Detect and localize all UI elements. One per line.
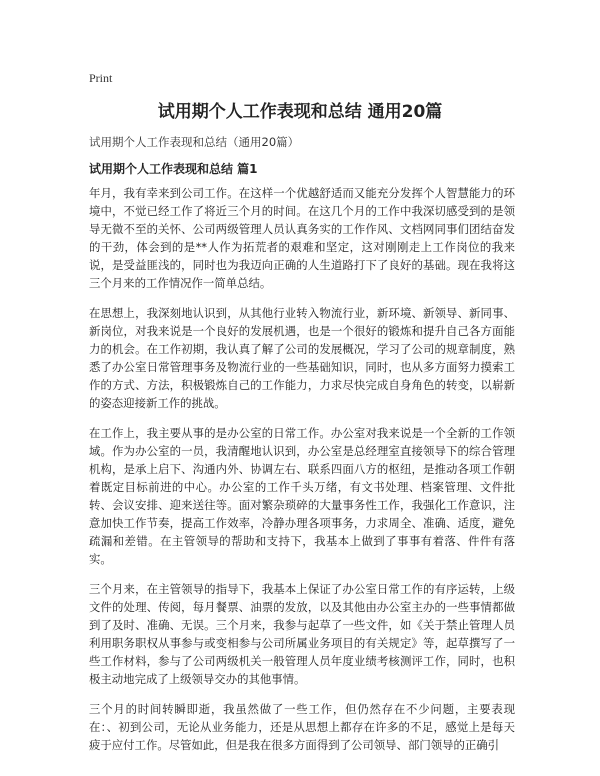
document-subtitle: 试用期个人工作表现和总结（通用20篇） [89,135,300,149]
article-body [89,184,515,776]
paragraph-2: 在思想上，我深刻地认识到，从其他行业转入物流行业，新环境、新领导、新同事、新岗位，对我来说是一个良好的发展机遇，也是一个很好的锻炼和提升自己各方面能力的机会。在工作初期，我认真了解了公司的发展概况，学习了公司的规章制度，熟悉了办公室日常管理事务及物流行业的一些基础知识，同时，也从多方面努力摸索工作的方式、方法，积极锻炼自己的工作能力，力求尽快完成自身角色的转变，以崭新的姿态迎接新工作的挑战。 [89,306,515,410]
paragraph-5: 三个月的时间转瞬即逝，我虽然做了一些工作，但仍然存在不少问题，主要表现在：、初到公司，无论从业务能力，还是从思想上都存在许多的不足，感觉上是每天疲于应付工作。尽管如此，但是我在很多方面得到了公司领导、部门领导的正确引 [89,702,515,752]
document-title: 试用期个人工作表现和总结 通用20篇 [157,102,443,122]
section-heading: 试用期个人工作表现和总结 篇1 [89,162,258,176]
print-link[interactable]: Print [89,71,113,85]
paragraph-4: 三个月来，在主管领导的指导下，我基本上保证了办公室日常工作的有序运转，上级文件的处理、传阅，每月餐票、油票的发放，以及其他由办公室主办的一些事情都做到了及时、准确、无误。三个月来，我参与起草了一些文件，如《关于禁止管理人员利用职务职权从事参与或变相参与公司所属业务项目的有关规定》等，起草撰写了一些工作材料，参与了公司两级机关一般管理人员年度业绩考核测评工作，同时，也积极主动地完成了上级领导交办的其他事情。 [89,582,515,686]
paragraph-1: 年月，我有幸来到公司工作。在这样一个优越舒适而又能充分发挥个人智慧能力的环境中，不觉已经工作了将近三个月的时间。在这几个月的工作中我深切感受到的是领导无微不至的关怀、公司两级管理人员认真务实的工作作风、文档网同事们团结奋发的干劲，体会到的是**人作为拓荒者的艰难和坚定，这对刚刚走上工作岗位的我来说，是受益匪浅的，同时也为我迈向正确的人生道路打下了良好的基础。现在我将这三个月来的工作情况作一简单总结。 [89,186,515,290]
paragraph-3: 在工作上，我主要从事的是办公室的日常工作。办公室对我来说是一个全新的工作领域。作为办公室的一员，我清醒地认识到，办公室是总经理室直接领导下的综合管理机构，是承上启下、沟通内外、协调左右、联系四面八方的枢纽，是推动各项工作朝着既定目标前进的中心。办公室的工作千头万绪，有文书处理、档案管理、文件批转、会议安排、迎来送往等。面对繁杂琐碎的大量事务性工作，我强化工作意识，注意加快工作节奏，提高工作效率，冷静办理各项事务，力求周全、准确、适度，避免疏漏和差错。在主管领导的帮助和支持下，我基本上做到了事事有着落、件件有落实。 [89,426,515,566]
